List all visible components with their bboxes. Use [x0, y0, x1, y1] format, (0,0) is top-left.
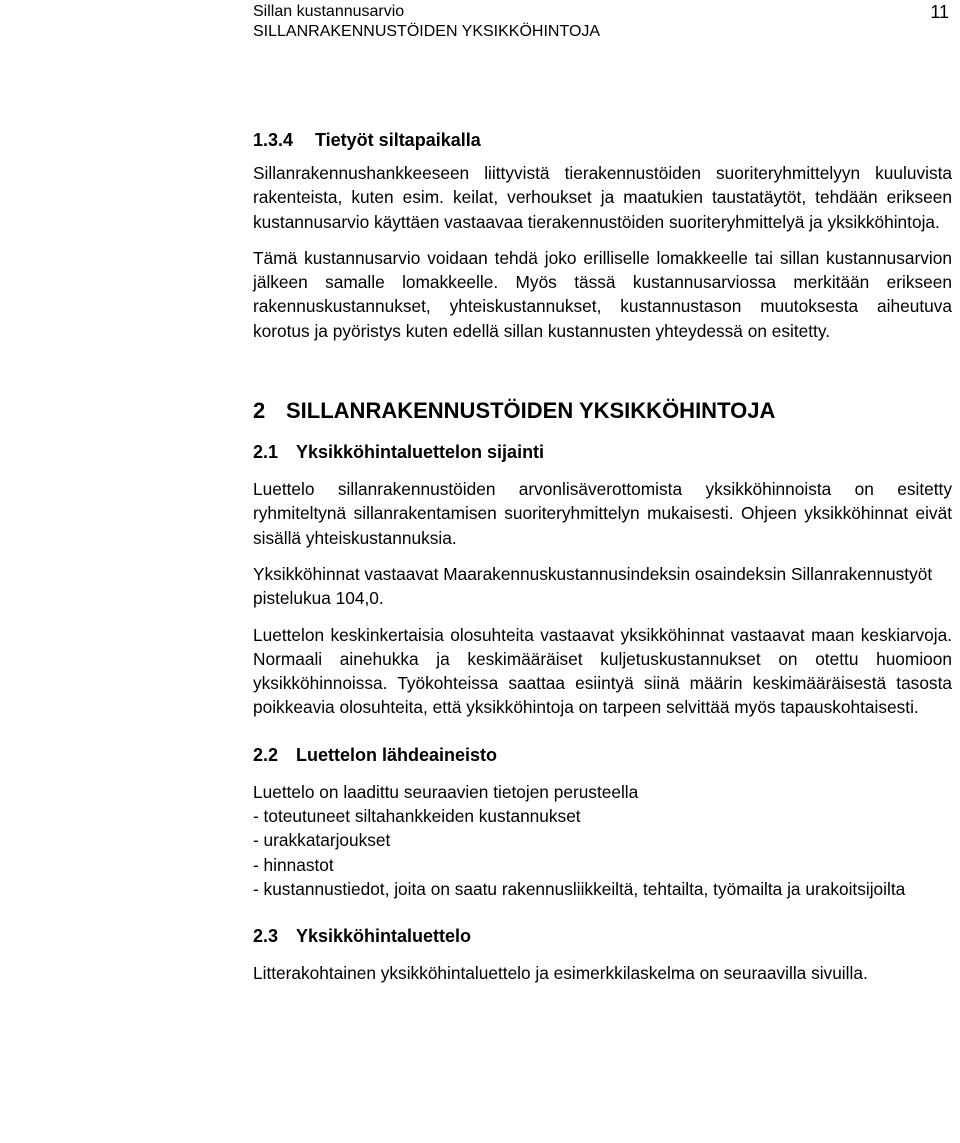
chapter-number: 2 [253, 398, 266, 424]
chapter-title: SILLANRAKENNUSTÖIDEN YKSIKKÖHINTOJA [286, 398, 776, 424]
section-number: 2.3 [253, 926, 279, 947]
paragraph: Luettelon keskinkertaisia olosuhteita vastaavat yksikköhinnat vastaavat maan keskiarvoja. Normaali ainehukka ja keskimääräiset kuljetuskustannukset on otettu huomioon yksikköhinnoissa. Työkohteissa saattaa esiintyä siinä määrin keskimääräisestä tasosta poikkeavia olosuhteita, että yksikköhintoja on tarpeen selvittää myös tapauskohtaisesti. [253, 624, 952, 718]
paragraph: Sillanrakennushankkeeseen liittyvistä tierakennustöiden suoriteryhmittelyyn kuuluvista rakenteista, kuten esim. keilat, verhoukset ja maatukien taustatäytöt, tehdään erikseen kustannusarvio käyttäen vastaavaa tierakennustöiden suoriteryhmittelyä ja yksikköhintoja. [253, 163, 952, 232]
document-subtitle: SILLANRAKENNUSTÖIDEN YKSIKKÖHINTOJA [253, 23, 601, 40]
page-header [253, 2, 949, 42]
list-item: - kustannustiedot, joita on saatu rakennusliikkeiltä, tehtailta, työmailta ja urakoitsijoilta [253, 878, 906, 899]
list-item: - urakkatarjoukset [253, 830, 391, 851]
document-title: Sillan kustannusarvio [253, 3, 405, 20]
paragraph: Luettelo on laadittu seuraavien tietojen perusteella [253, 781, 639, 802]
section-title: Yksikköhintaluettelon sijainti [296, 442, 545, 463]
paragraph: Tämä kustannusarvio voidaan tehdä joko erilliselle lomakkeelle tai sillan kustannusarvion jälkeen samalle lomakkeelle. Myös tässä kustannusarviossa merkitään erikseen rakennuskustannukset, yhteiskustannukset, kustannustason muutoksesta aiheutuva korotus ja pyöristys kuten edellä sillan kustannusten yhteydessä on esitetty. [253, 247, 952, 341]
list-item: - hinnastot [253, 854, 334, 875]
section-heading-2-1 [253, 439, 952, 465]
paragraph: Yksikköhinnat vastaavat Maarakennuskustannusindeksin osaindeksin Sillanrakennustyöt pistelukua 104,0. [253, 563, 933, 609]
section-title: Yksikköhintaluettelo [296, 926, 472, 947]
paragraph: Luettelo sillanrakennustöiden arvonlisäverottomista yksikköhinnoista on esitetty ryhmiteltynä sillanrakentamisen suoriteryhmittelyn mukaisesti. Ohjeen yksikköhinnat eivät sisällä yhteiskustannuksia. [253, 479, 952, 548]
source-list [253, 804, 952, 901]
section-title: Tietyöt siltapaikalla [315, 130, 481, 150]
section-number: 2.2 [253, 744, 279, 765]
chapter-heading-2 [253, 397, 952, 425]
section-number: 1.3.4 [253, 130, 294, 150]
section-heading-1-3-4 [253, 127, 952, 153]
section-heading-2-2 [253, 742, 952, 768]
list-item: - toteutuneet siltahankkeiden kustannukset [253, 806, 581, 827]
section-number: 2.1 [253, 442, 279, 463]
section-title: Luettelon lähdeaineisto [296, 744, 498, 765]
paragraph: Litterakohtainen yksikköhintaluettelo ja esimerkkilaskelma on seuraavilla sivuilla. [253, 963, 868, 984]
page-content [253, 127, 952, 998]
page-number: 11 [930, 2, 949, 22]
section-heading-2-3 [253, 923, 952, 949]
